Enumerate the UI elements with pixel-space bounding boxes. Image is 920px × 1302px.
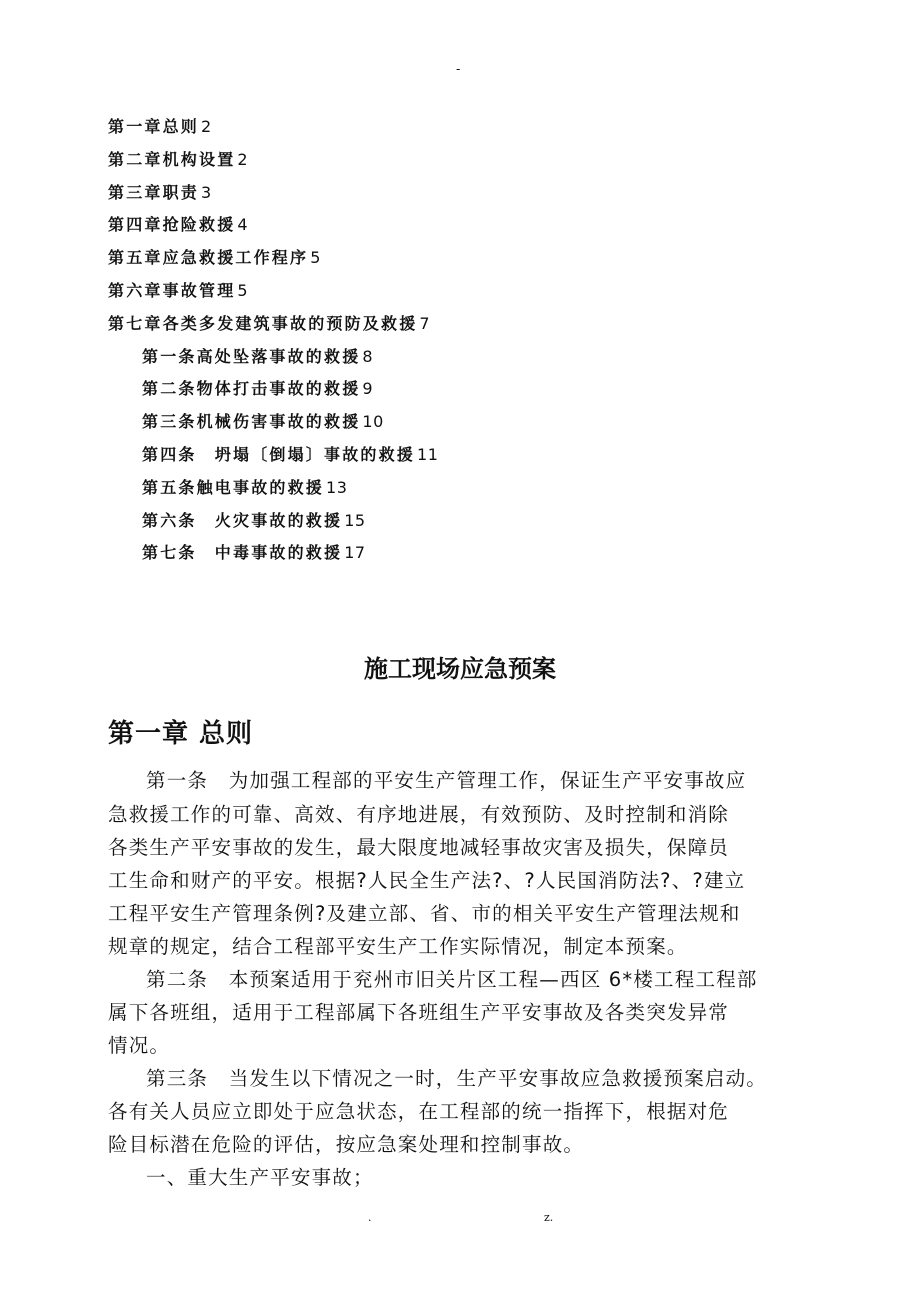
toc-entry-page: 2 [201,117,212,136]
toc-entry-page: 11 [417,445,439,464]
toc-entry-title: 第七章各类多发建筑事故的预防及救援 [108,314,418,333]
toc-entry-title: 第一条高处坠落事故的救援 [142,347,361,366]
toc-entry[interactable] [142,542,366,564]
paragraph-line: 工程平安生产管理条例?及建立部、省、市的相关平安生产管理法规和 [108,902,741,925]
toc-entry-page: 9 [362,379,374,398]
toc-entry-title: 第四条 坍塌〔倒塌〕事故的救援 [142,445,416,464]
toc-entry[interactable] [142,346,373,368]
toc-entry[interactable] [142,378,373,400]
toc-entry-page: 5 [310,248,321,267]
paragraph-line: 各有关人员应立即处于应急状态，在工程部的统一指挥下，根据对危 [108,1100,730,1123]
toc-entry-title: 第六条 火灾事故的救援 [142,511,343,530]
toc-entry[interactable] [108,280,248,302]
toc-entry-title: 第三条机械伤害事故的救援 [142,412,361,431]
toc-entry-title: 第五条触电事故的救援 [142,478,325,497]
toc-entry[interactable] [108,247,321,269]
chapter-heading: 第一章 总则 [108,719,254,749]
toc-entry-page: 2 [237,150,249,169]
toc-entry-page: 10 [362,412,384,431]
paragraph-line: 第三条 当发生以下情况之一时，生产平安事故应急救援预案启动。 [146,1067,768,1090]
toc-entry-title: 第六章事故管理 [108,281,236,300]
paragraph-line: 属下各班组，适用于工程部属下各班组生产平安事故及各类突发异常 [108,1001,730,1024]
toc-entry[interactable] [108,182,212,204]
toc-entry-page: 8 [362,347,374,366]
paragraph-line: 情况。 [108,1034,171,1057]
toc-entry[interactable] [142,510,366,532]
toc-entry[interactable] [108,214,248,236]
toc-entry-page: 17 [344,543,366,562]
paragraph-line: 各类生产平安事故的发生，最大限度地减轻事故灾害及损失，保障员 [108,836,730,859]
paragraph-line: 第二条 本预案适用于兖州市旧关片区工程—西区 6*楼工程工程部 [146,968,758,991]
paragraph-line: 急救援工作的可靠、高效、有序地进展，有效预防、及时控制和消除 [108,803,730,826]
toc-entry-title: 第一章总则 [108,117,200,136]
toc-entry-title: 第二章机构设置 [108,150,236,169]
toc-entry[interactable] [108,149,248,171]
toc-entry-title: 第三章职责 [108,183,200,202]
toc-entry-page: 5 [237,281,249,300]
header-mark: - [456,62,461,76]
toc-entry-title: 第四章抢险救援 [108,215,236,234]
paragraph-line: 第一条 为加强工程部的平安生产管理工作，保证生产平安事故应 [146,769,747,792]
paragraph-line: 险目标潜在危险的评估，按应急案处理和控制事故。 [108,1133,585,1156]
toc-entry-title: 第五章应急救援工作程序 [108,248,309,267]
paragraph-line: 一、重大生产平安事故； [146,1166,374,1189]
toc-entry-title: 第二条物体打击事故的救援 [142,379,361,398]
toc-entry[interactable] [108,116,212,138]
toc-entry-page: 7 [419,314,431,333]
toc-entry-page: 4 [237,215,249,234]
toc-entry-page: 3 [201,183,212,202]
footer-mark-left: . [368,1211,372,1224]
document-title: 施工现场应急预案 [364,655,556,683]
toc-entry-page: 15 [344,511,366,530]
toc-entry[interactable] [142,477,347,499]
paragraph-line: 工生命和财产的平安。根据?人民全生产法?、?人民国消防法?、?建立 [108,869,746,892]
toc-entry-title: 第七条 中毒事故的救援 [142,543,343,562]
toc-entry[interactable] [108,313,430,335]
toc-entry[interactable] [142,411,384,433]
paragraph-line: 规章的规定，结合工程部平安生产工作实际情况，制定本预案。 [108,935,688,958]
toc-entry-page: 13 [326,478,348,497]
footer-mark-right: z. [544,1211,554,1224]
toc-entry[interactable] [142,444,438,466]
